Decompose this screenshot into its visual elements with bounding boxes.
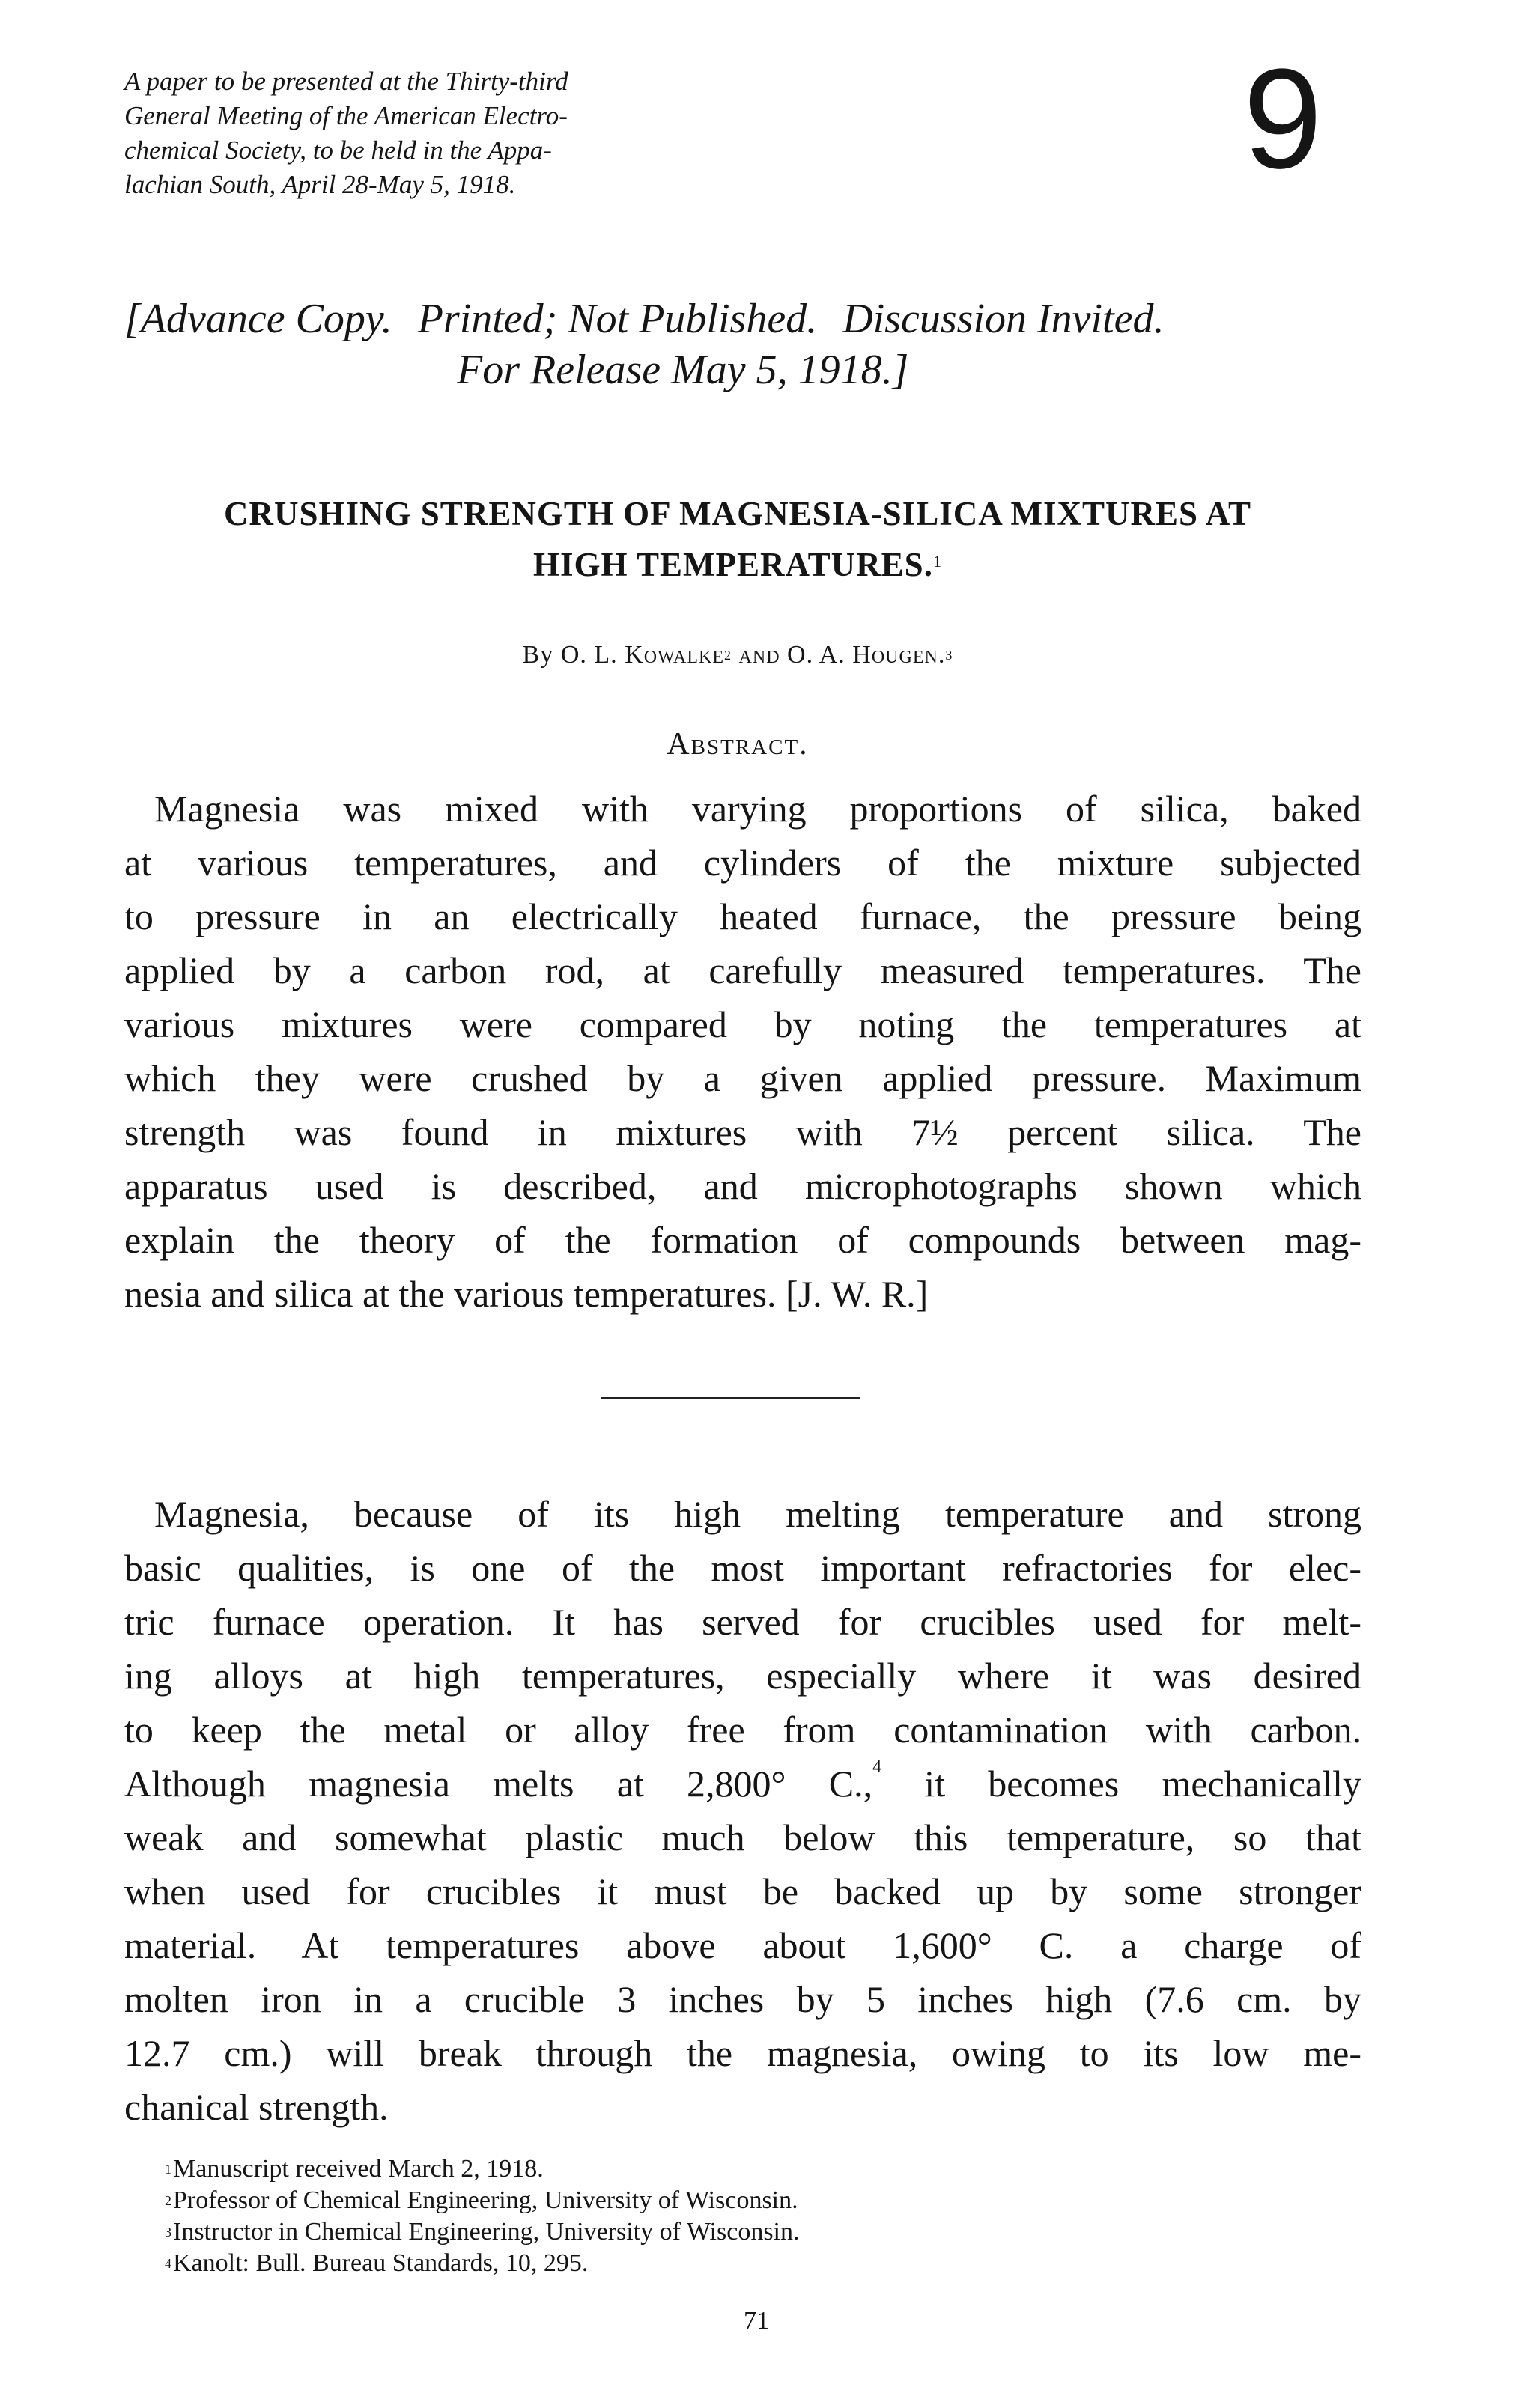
body-line: basic qualities, is one of the most important refractories for elec- <box>124 1547 1361 1589</box>
body-line: material. At temperatures above about 1,600° C. a charge of <box>124 1924 1361 1966</box>
author-1-footnote-mark: 2 <box>724 648 732 663</box>
body-footnote-mark: 4 <box>872 1757 882 1777</box>
author-hougen: O. A. Hougen. <box>787 641 946 669</box>
footnote-text: Professor of Chemical Engineering, University of Wisconsin. <box>173 2186 798 2214</box>
release-date: For Release May 5, 1918.] <box>457 347 909 393</box>
footnote-mark: 2 <box>165 2193 171 2208</box>
advance-copy-label: [Advance Copy. <box>124 296 392 342</box>
presentation-note-line: A paper to be presented at the Thirty-third <box>124 67 568 96</box>
abstract-line: Magnesia was mixed with varying proportions of silica, baked <box>154 788 1361 830</box>
abstract-line: strength was found in mixtures with 7½ percent silica. The <box>124 1111 1361 1153</box>
author-2-footnote-mark: 3 <box>945 648 953 663</box>
abstract-line: at various temperatures, and cylinders of the mixture subjected <box>124 842 1361 884</box>
footnote-mark: 4 <box>165 2256 171 2271</box>
abstract-body <box>124 782 1361 1321</box>
body-line: to keep the metal or alloy free from contamination with carbon. <box>124 1709 1361 1751</box>
abstract-line: apparatus used is described, and microphotographs shown which <box>124 1165 1361 1207</box>
footnotes <box>165 2153 1288 2279</box>
footnote <box>165 2216 1288 2248</box>
body-line: tric furnace operation. It has served for crucibles used for melt- <box>124 1601 1361 1643</box>
footnote-mark: 1 <box>165 2162 171 2177</box>
title-line-2 <box>120 539 1355 590</box>
footnote-text: Instructor in Chemical Engineering, University of Wisconsin. <box>173 2218 800 2246</box>
title-line-1: CRUSHING STRENGTH OF MAGNESIA-SILICA MIXTURES AT <box>224 495 1251 532</box>
body-line: when used for crucibles it must be backed up by some stronger <box>124 1870 1361 1912</box>
author-kowalke: O. L. Kowalke <box>560 641 725 669</box>
and-label: and <box>738 641 780 669</box>
abstract-line: which they were crushed by a given applied pressure. Maximum <box>124 1057 1361 1099</box>
printed-label: Printed; Not Published. <box>417 296 818 342</box>
body-line: Magnesia, because of its high melting temperature and strong <box>154 1493 1361 1535</box>
footnote-text: Manuscript received March 2, 1918. <box>173 2155 544 2183</box>
abstract-heading: Abstract. <box>667 727 809 761</box>
paper-title <box>120 488 1355 590</box>
page-number: 71 <box>744 2307 769 2335</box>
author-line <box>120 638 1355 672</box>
body-line: weak and somewhat plastic much below this temperature, so that <box>124 1816 1361 1858</box>
abstract-line: explain the theory of the formation of compounds between mag- <box>124 1219 1361 1261</box>
body-paragraph <box>124 1487 1361 2134</box>
title-footnote-mark: 1 <box>932 552 942 571</box>
footnote <box>165 2248 1288 2279</box>
body-line: ing alloys at high temperatures, especially where it was desired <box>124 1655 1361 1697</box>
by-label: By <box>522 641 554 669</box>
advance-notice-line-1 <box>124 294 1164 344</box>
section-divider <box>601 1397 860 1399</box>
body-line-with-note <box>124 1757 1361 1810</box>
abstract-line: various mixtures were compared by noting the temperatures at <box>124 1003 1361 1045</box>
title-line-2-text: HIGH TEMPERATURES. <box>533 546 933 583</box>
discussion-label: Discussion Invited. <box>842 296 1165 342</box>
presentation-note-line: General Meeting of the American Electro- <box>124 101 568 130</box>
paper-number: 9 <box>1243 40 1323 198</box>
abstract-line: to pressure in an electrically heated furnace, the pressure being <box>124 896 1361 937</box>
footnote-text: Kanolt: Bull. Bureau Standards, 10, 295. <box>173 2249 589 2277</box>
body-line-part: it becomes mechanically <box>881 1763 1361 1805</box>
presentation-note <box>124 64 768 202</box>
abstract-line: nesia and silica at the various temperatures. [J. W. R.] <box>124 1273 929 1315</box>
presentation-note-line: lachian South, April 28-May 5, 1918. <box>124 170 516 199</box>
presentation-note-line: chemical Society, to be held in the Appa- <box>124 136 552 165</box>
body-line: 12.7 cm.) will break through the magnesia, owing to its low me- <box>124 2032 1361 2074</box>
abstract-line: applied by a carbon rod, at carefully measured temperatures. The <box>124 949 1361 991</box>
body-line: molten iron in a crucible 3 inches by 5 inches high (7.6 cm. by <box>124 1978 1361 2020</box>
body-line-part: Although magnesia melts at 2,800° C., <box>124 1763 873 1805</box>
body-line: chanical strength. <box>124 2086 389 2128</box>
footnote <box>165 2185 1288 2216</box>
footnote-mark: 3 <box>165 2225 171 2240</box>
footnote <box>165 2153 1288 2185</box>
